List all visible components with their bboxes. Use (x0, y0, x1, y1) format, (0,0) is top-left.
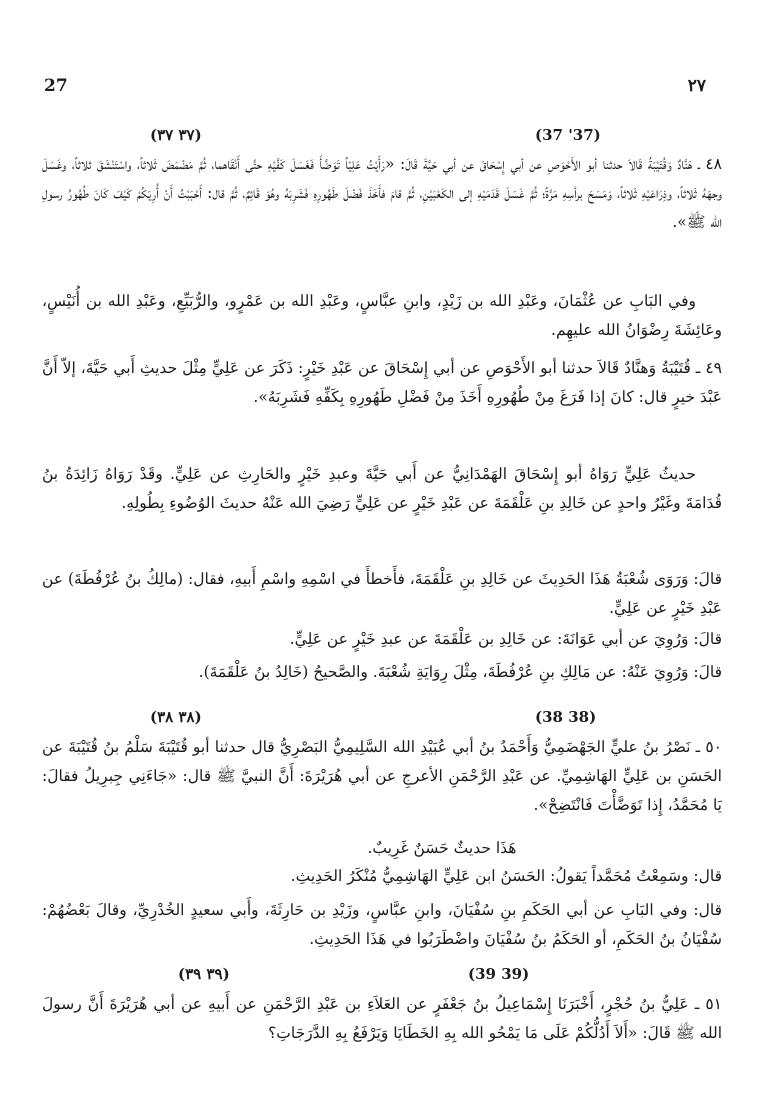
commentary-shuba: قالَ: وَرَوَى شُعْبَةُ هَذَا الحَدِيثَ عن خَالِدِ بنِ عَلْقَمَةَ، فأَخطأَ في اسْمِهِ واسْمِ أَبيهِ، فقال: (مالِكُ بنُ عُرْفُطَةَ) عن عَبْدِ خَيْرٍ عن عَلِيٍّ. (42, 570, 722, 617)
section-ref-arabic: (٣٩ ٣٩) (178, 965, 230, 983)
section-ref-western: (38 38) (535, 708, 597, 726)
commentary-muhammad: قال: وسَمِعْتُ مُحَمَّداً يَقولُ: الحَسَنُ ابن عَلِيٍّ الهَاشِمِيُّ مُنْكَرُ الحَدِيثِ. (290, 867, 722, 885)
commentary-49: حديثُ عَلِيٍّ رَوَاهُ أبو إِسْحَاقَ الهَمْدَانِيُّ عن أَبي حَيَّةَ وعبدِ خَيْرٍ والحَارِثِ عن عَلِيٍّ. وقَدْ رَوَاهُ زَائِدَةُ بنُ قُدَامَةَ وغَيْرُ واحدٍ عن خَالِدِ بنِ عَلْقَمَةَ عن عَبْدِ خَيْرٍ عن عَلِيٍّ رَضِيَ الله عَنْهُ حديثَ الوُضُوءِ بِطُولِهِ. (42, 465, 722, 512)
section-ref-western: (37 '37) (535, 126, 601, 144)
commentary-correct-name: قالَ: وَرُوِيَ عَنْهُ: عن مَالِكِ بنِ عُرْفُطَةَ، مِثْلَ رِوَايَةِ شُعْبَةَ. والصَّحيحُ (خَالِدُ بنُ عَلْقَمَةَ). (198, 663, 722, 681)
chapter-note-48: وفي البَابِ عن عُثْمَانَ، وعَبْدِ الله بن زَيْدٍ، وابنِ عبَّاسٍ، وعَبْدِ الله بن عَمْرٍو، والرُّبَيِّعِ، وعَبْدِ الله بن أُنَيْسٍ، وعَائِشَةَ رِضْوَانُ الله عليهِم. (42, 292, 722, 339)
page-number-western: 27 (44, 76, 68, 96)
hadith-48: ٤٨ ـ هَنَّادٌ وَقُتَيْبَةُ قَالاَ حدثنا أبو الأَحْوَصِ عن أبي إِسْحَاقَ عن أبي حَيَّةَ قَالَ: «رَأَيْتُ عَلِيّاً تَوَضَّأَ فَغَسَلَ كَفَّيْهِ حتَّى أَنْقَاهما، ثُمَّ مَضْمَضَ ثَلاثاً، واسْتَنْشَقَ ثلاثاً، وغَسَلَ وجهَهُ ثَلاثاً، وذِرَاعَيْهِ ثَلاثاً، وَمَسَحَ برأسِهِ مَرَّةً؛ ثُمَّ غَسَلَ قَدَمَيْهِ إلى الكَعْبَيْنِ، ثُمَّ قامَ فأَخَذَ فَضْلَ طَهُورِهِ فَشَرِبَهُ وهُوَ قَائِمٌ، ثُمَّ قال: أَحْبَبْتُ أَنْ أُرِيَكُمْ كَيْفَ كَانَ طُهُورُ رسولِ الله ﷺ». (42, 155, 722, 231)
section-ref-arabic: (٣٧ ٣٧) (150, 126, 202, 144)
page-number-arabic: ٢٧ (687, 76, 706, 96)
section-header-38 (0, 708, 758, 728)
section-header-39 (0, 965, 758, 985)
grading-hasan-gharib: هَذَا حديثٌ حَسَنٌ غَرِيبٌ. (367, 839, 517, 857)
section-header-37 (0, 126, 758, 146)
chapter-note-50: قال: وفي البَابِ عن أبي الحَكَمِ بنِ سُفْيَانَ، وابنِ عبَّاسٍ، وزَيْدِ بن حَارِثَةَ، وأَبي سعيدٍ الخُدْرِيِّ، وقالَ بَعْضُهُمْ: سُفْيَانُ بنُ الحَكَمِ، أو الحَكَمُ بنُ سُفْيَانَ واضْطَرَبُوا في هَذَا الحَدِيثِ. (42, 901, 722, 948)
hadith-50: ٥٠ ـ نَصْرُ بنُ عليٍّ الجَهْضَمِيُّ وَأَحْمَدُ بنُ أبي عُبَيْدِ الله السَّلِيمِيُّ البَصْرِيُّ قال حدثنا أبو قُتَيْبَةَ سَلْمُ بنُ قُتَيْبَةَ عن الحَسَنِ بن عَلِيٍّ الهَاشِمِيِّ. عن عَبْدِ الرَّحْمَنِ الأعرجِ عن أبي هُرَيْرَةَ: أَنَّ النبيَّ ﷺ قال: «جَاءَنِي جِبرِيلُ فقالَ: يَا مُحَمَّدُ، إِذا تَوَضَّأْتَ فَانْتَضِحْ». (42, 738, 722, 814)
commentary-abu-awana: قالَ: وَرُوِيَ عن أبي عَوَانَةَ: عن خَالِدِ بن عَلْقَمَةَ عن عبدِ خَيْرٍ عن عَلِيٍّ. (289, 630, 722, 648)
section-ref-arabic: (٣٨ ٣٨) (150, 708, 202, 726)
section-ref-western: (39 39) (468, 965, 530, 983)
hadith-49: ٤٩ ـ قُتَيْبَةُ وَهنَّادٌ قَالاَ حدثنا أبو الأَحْوَصِ عن أبي إِسْحَاقَ عن عَبْدِ خَيْرٍ: ذَكَرَ عن عَلِيٍّ مِثْلَ حديثِ أَبي حَيَّةَ، إلاّ أَنَّ عَبْدَ خيرٍ قال: كانَ إذا فَرَغَ مِنْ طُهُورِهِ أَخَذَ مِنْ فَضْلِ طَهُورِهِ بِكَفِّهِ فَشَرِبَهُ». (42, 359, 722, 406)
hadith-51: ٥١ ـ عَلِيُّ بنُ حُجْرٍ، أَخْبَرَنَا إِسْمَاعِيلُ بنُ جَعْفَرٍ عن العَلاَءِ بن عَبْدِ الرَّحْمَنِ عن أَبيهِ عن أبي هُرَيْرَةَ أَنَّ رسولَ الله ﷺ قَالَ: «أَلاَ أَدُلُّكُمْ عَلَى مَا يَمْحُو الله بِهِ الخَطَايَا وَيَرْفَعُ بِهِ الدَّرَجَاتِ؟ (42, 995, 722, 1042)
